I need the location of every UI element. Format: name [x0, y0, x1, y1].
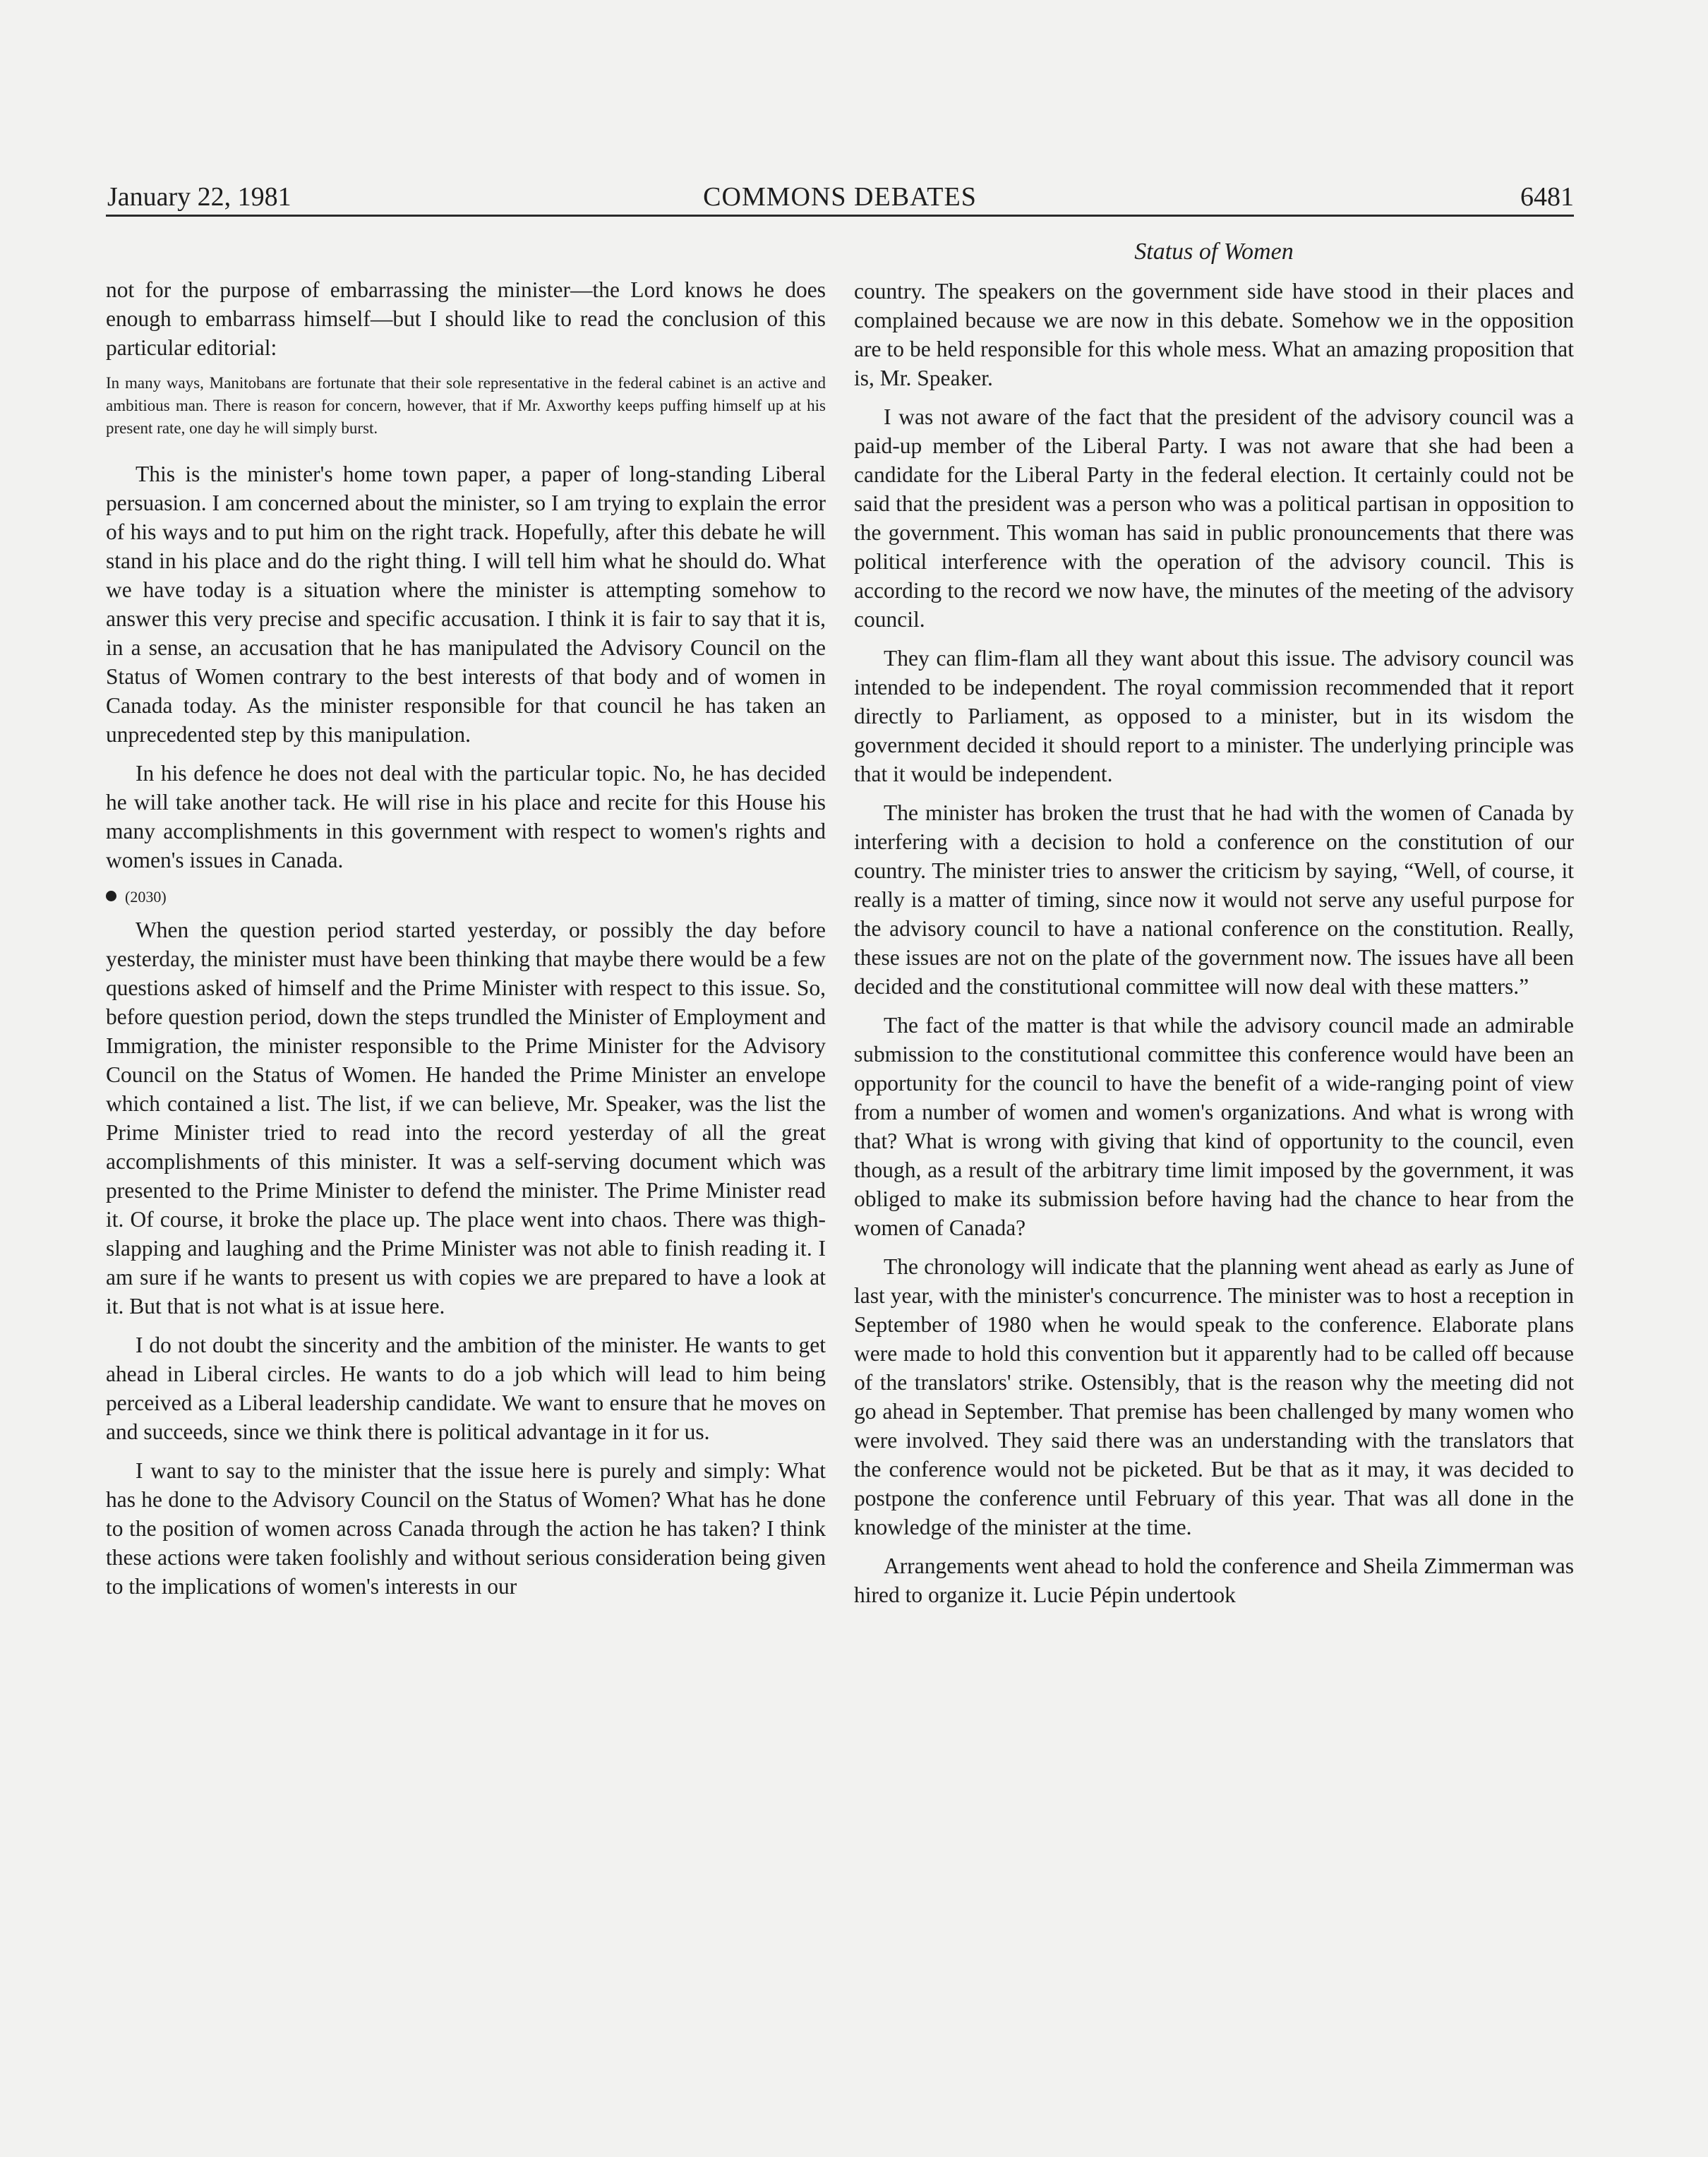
paragraph: When the question period started yesterday, or possibly the day before yesterday, the minister must have been thinking that maybe there would be a few questions asked of himself and the Prime Minister with respect to this issue. So, before question period, down the steps trundled the Minister of Employment and Immigration, the minister responsible to the Prime Minister for the Advisory Council on the Status of Women. He handed the Prime Minister an envelope which contained a list. The list, if we can believe, Mr. Speaker, was the list the Prime Minister tried to read into the record yesterday of all the great accomplishments of this minister. It was a self-serving document which was presented to the Prime Minister to defend the minister. The Prime Minister read it. Of course, it broke the place up. The place went into chaos. There was thigh-slapping and laughing and the Prime Minister was not able to finish reading it. I am sure if he wants to present us with copies we are prepared to have a look at it. But that is not what is at issue here. [106, 918, 826, 1318]
header-date: January 22, 1981 [107, 182, 291, 212]
paragraph: In his defence he does not deal with the particular topic. No, he has decided he will take another tack. He will rise in his place and recite for this House his many accomplishments in this government with respect to women's rights and women's issues in Canada. [106, 761, 826, 872]
paragraph: The fact of the matter is that while the advisory council made an admirable submission to the constitutional committee this conference would have been an opportunity for the council to have the benefit of a wide-ranging point of view from a number of women and women's organizations. And what is wrong with that? What is wrong with giving that kind of opportunity to the council, even though, as a result of the arbitrary time limit imposed by the government, it was obliged to make its submission before having had the chance to hear from the women of Canada? [854, 1013, 1574, 1240]
left-column [106, 275, 826, 1611]
paragraph: The chronology will indicate that the planning went ahead as early as June of last year, with the minister's concurrence. The minister was to host a reception in September of 1980 when he would speak to the conference. Elaborate plans were made to hold this convention but it apparently had to be called off because of the translators' strike. Ostensibly, that is the reason why the meeting did not go ahead in September. That premise has been challenged by many women who were involved. They said there was an understanding with the translators that the conference would not be picketed. But be that as it may, it was decided to postpone the conference until February of this year. That was all done in the knowledge of the minister at the time. [854, 1254, 1574, 1539]
header-title: COMMONS DEBATES [703, 182, 977, 212]
paragraph: The minister has broken the trust that he had with the women of Canada by interfering with a decision to hold a conference on the constitution of our country. The minister tries to answer the criticism by saying, “Well, of course, it really is a matter of timing, since now it would not serve any useful purpose for the advisory council to have a national conference on the constitution. Really, these issues are not on the plate of the government now. The issues have all been decided and the constitutional committee will now deal with these matters.” [854, 800, 1574, 999]
page-header [106, 179, 1574, 217]
time-marker-label: (2030) [125, 888, 167, 906]
paragraph: country. The speakers on the government side have stood in their places and complained because we are now in this debate. Somehow we in the opposition are to be held responsible for this whole mess. What an amazing proposition that is, Mr. Speaker. [854, 279, 1574, 390]
paragraph: Arrangements went ahead to hold the conference and Sheila Zimmerman was hired to organize it. Lucie Pépin undertook [854, 1554, 1574, 1607]
time-marker [106, 884, 826, 910]
paragraph: not for the purpose of embarrassing the minister—the Lord knows he does enough to embarrass himself—but I should like to read the conclusion of this particular editorial: [106, 277, 826, 360]
paragraph: This is the minister's home town paper, a paper of long-standing Liberal persuasion. I am concerned about the minister, so I am trying to explain the error of his ways and to put him on the right track. Hopefully, after this debate he will stand in his place and do the right thing. I will tell him what he should do. What we have today is a situation where the minister is attempting somehow to answer this very precise and specific accusation. I think it is fair to say that it is, in a sense, an accusation that he has manipulated the Advisory Council on the Status of Women contrary to the best interests of that body and of women in Canada today. As the minister responsible for that council he has taken an unprecedented step by this manipulation. [106, 462, 826, 747]
paragraph: I do not doubt the sincerity and the ambition of the minister. He wants to get ahead in Liberal circles. He wants to do a job which will lead to him being perceived as a Liberal leadership candidate. We want to ensure that he moves on and succeeds, since we think there is political advantage in it for us. [106, 1333, 826, 1444]
right-column [854, 277, 1574, 1619]
paragraph: I was not aware of the fact that the president of the advisory council was a paid-up member of the Liberal Party. I was not aware that she had been a candidate for the Liberal Party in the federal election. It certainly could not be said that the president was a person who was a political partisan in opposition to the government. This woman has said in public pronouncements that there was political interference with the operation of the advisory council. This is according to the record we now have, the minutes of the meeting of the advisory council. [854, 404, 1574, 632]
page-number: 6481 [1520, 182, 1574, 212]
paragraph: They can flim-flam all they want about this issue. The advisory council was intended to be independent. The royal commission recommended that it report directly to Parliament, as opposed to a minister, but in its wisdom the government decided it should report to a minister. The underlying principle was that it would be independent. [854, 646, 1574, 786]
quoted-editorial: In many ways, Manitobans are fortunate that their sole representative in the federal cabinet is an active and ambitious man. There is reason for concern, however, that if Mr. Axworthy keeps puffing himself up at his present rate, one day he will simply burst. [106, 374, 826, 437]
paragraph: I want to say to the minister that the issue here is purely and simply: What has he done to the Advisory Council on the Status of Women? What has he done to the position of women across Canada through the action he has taken? I think these actions were taken foolishly and without serious consideration being given to the implications of women's interests in our [106, 1458, 826, 1599]
bullet-icon [106, 891, 116, 901]
section-title: Status of Women [1134, 239, 1294, 265]
